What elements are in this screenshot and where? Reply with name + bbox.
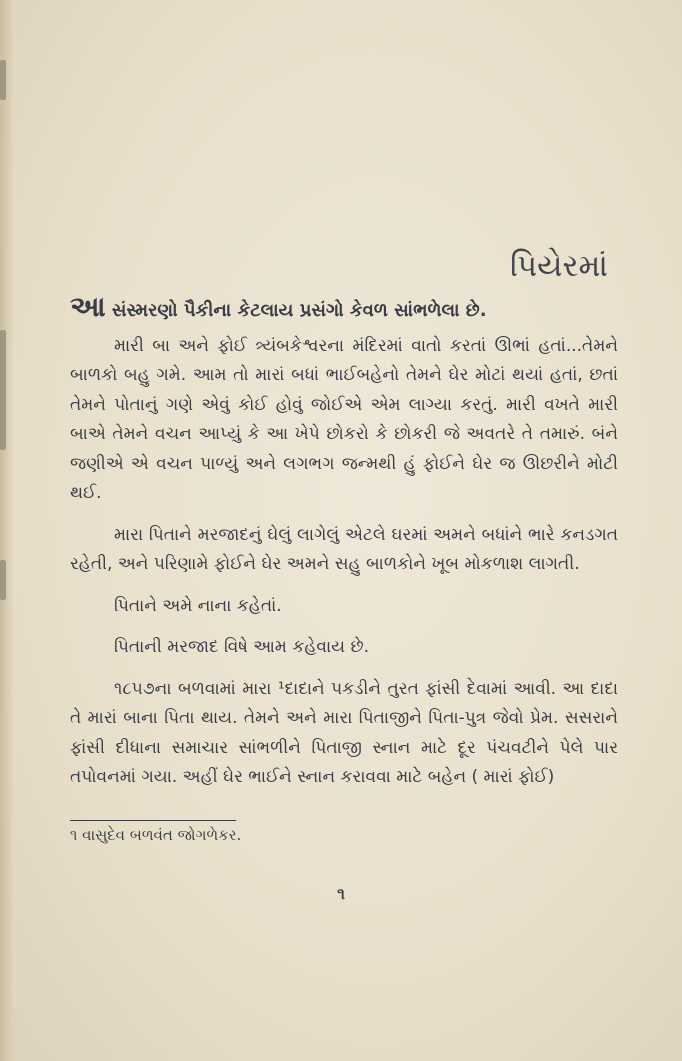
page-edge-mark: [0, 60, 6, 100]
body-text: [70, 292, 618, 793]
footnote-rule: [70, 820, 236, 821]
paragraph: પિતાને અમે નાના કહેતાં.: [114, 595, 282, 616]
chapter-title: પિયેરમાં: [509, 248, 608, 284]
page-edge-mark: [0, 330, 6, 450]
drop-cap: આ: [70, 290, 106, 323]
footnote: ૧ વાસુદેવ બળવંત જોગળેકર.: [70, 826, 242, 844]
paragraph: મારા પિતાને મરજાદનું ઘેલું લાગેલું એટલે ઘરમાં અમને બધાંને ભારે કનડગત રહેતી, અને પરિણામે ફોઈને ઘેર અમને સહુ બાળકોને ખૂબ મોકળાશ લાગતી.: [70, 524, 618, 574]
paragraph: ૧૮૫૭ના બળવામાં મારા ¹દાદાને પકડીને તુરત ફાંસી દેવામાં આવી. આ દાદા તે મારાં બાના પિતા થાય. તેમને અને મારા પિતાજીને પિતા-પુત્ર જેવો પ્રેમ. સસરાને ફાંસી દીધાના સમાચાર સાંભળીને પિતાજી સ્નાન માટે દૂર પંચવટીને પેલે પાર તપોવનમાં ગયા. અહીં ઘેર ભાઈને સ્નાન કરાવવા માટે બહેન ( મારાં ફોઈ): [70, 678, 618, 787]
page-number: ૧: [337, 884, 345, 903]
paragraph: પિતાની મરજાદ વિષે આમ કહેવાય છે.: [114, 637, 370, 657]
page-edge-mark: [0, 560, 6, 600]
opening-sentence: સંસ્મરણો પૈકીના કેટલાય પ્રસંગો કેવળ સાંભળેલા છે.: [105, 300, 487, 321]
paragraph: મારી બા અને ફોઈ ત્ર્યંબકેશ્વરના મંદિરમાં વાતો કરતાં ઊભાં હતાં...તેમને બાળકો બહુ ગમે. આમ તો મારાં બધાં ભાઈબહેનો તેમને ઘેર મોટાં થયાં હતાં, છતાં તેમને પોતાનું ગણે એવું કોઈ હોવું જોઈએ એમ લાગ્યા કરતું. મારી વખતે મારી બાએ તેમને વચન આપ્યું કે આ ખેપે છોકરો કે છોકરી જે અવતરે તે તમારું. બંને જણીએ એ વચન પાળ્યું અને લગભગ જન્મથી હું ફોઈને ઘેર જ ઊછરીને મોટી થઈ.: [70, 335, 618, 503]
opening-paragraph: [70, 292, 618, 326]
